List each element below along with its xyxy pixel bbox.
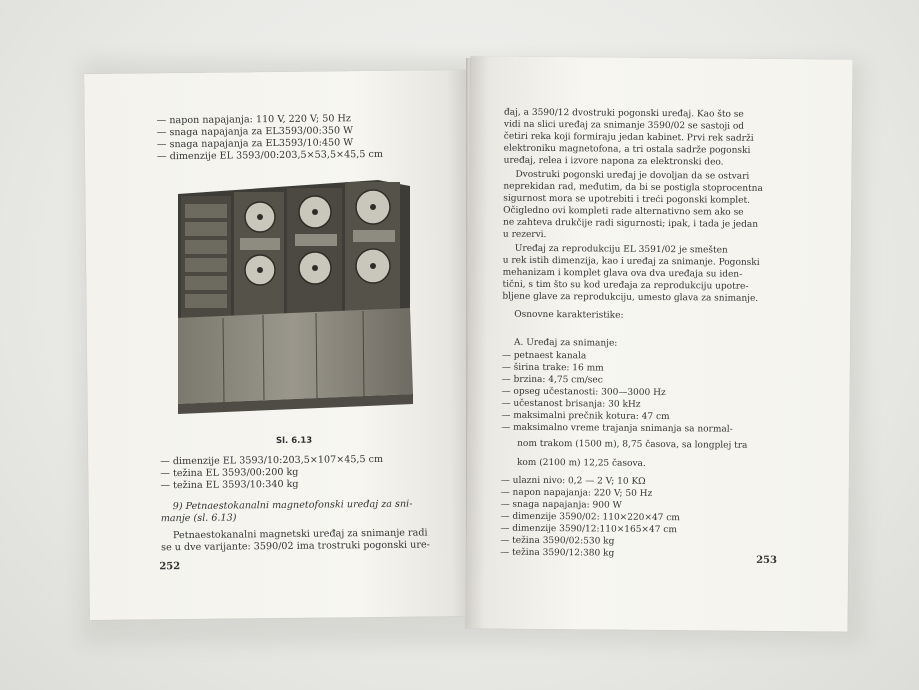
spec-line: — dimenzije EL 3593/00:203,5×53,5×45,5 cm bbox=[156, 148, 384, 163]
spec-line: — petnaest kanala bbox=[501, 350, 587, 362]
page-number: 253 bbox=[756, 554, 778, 567]
spec-line: — napon napajanja: 220 V; 50 Hz bbox=[500, 487, 653, 499]
paragraph-line: četiri reka koji formiraju jedan kabinet. Prvi rek sadrži bbox=[503, 131, 754, 144]
spec-line: — dimenzije 3590/02: 110×220×47 cm bbox=[500, 511, 680, 524]
paragraph-line: se u dve varijante: 3590/02 ima trostruki pogonski ure- bbox=[161, 539, 430, 554]
spec-line: — učestanost brisanja: 30 kHz bbox=[501, 398, 641, 410]
paragraph-line: bljene glave za reprodukciju, umesto glava za snimanje. bbox=[502, 291, 759, 304]
paragraph-line: vidi na slici uređaj za snimanje 3590/02 se sastoji od bbox=[503, 119, 745, 132]
paragraph-line: elektroniku magnetofona, a tri ostala sadrže pogonski bbox=[503, 143, 751, 156]
spec-line: — snaga napajanja za EL3593/00:350 W bbox=[156, 125, 354, 139]
paragraph-line: u rezervi. bbox=[502, 229, 547, 241]
paragraph-line: Očigledno ovi kompleti rade alternativno sem ako se bbox=[503, 205, 744, 218]
spec-line: — dimenzije 3590/12:110×165×47 cm bbox=[500, 523, 677, 536]
spec-line: — brzina: 4,75 cm/sec bbox=[501, 374, 603, 386]
spec-line: — snaga napajanja: 900 W bbox=[500, 499, 622, 511]
spec-line: — težina EL 3593/00:200 kg bbox=[160, 466, 299, 480]
paragraph-line: Petnaestokanalni magnetski uređaj za snimanje radi bbox=[172, 527, 428, 542]
spec-line: — napon napajanja: 110 V, 220 V; 50 Hz bbox=[156, 113, 351, 127]
spec-line: — maksimalno vreme trajanja snimanja sa normal- bbox=[501, 422, 733, 435]
spec-line: — težina 3590/12:380 kg bbox=[500, 547, 615, 559]
spec-line: — težina 3590/02:530 kg bbox=[500, 535, 615, 547]
paragraph-line: Uređaj za reprodukciju EL 3591/02 je smešten bbox=[514, 243, 728, 256]
paragraph-line: uređaj, relea i izvore napona za elektronski deo. bbox=[503, 155, 724, 168]
paragraph-line: tični, s tim što su kod uređaja za reprodukciju upotre- bbox=[502, 279, 749, 292]
spec-line: — težina EL 3593/10:340 kg bbox=[160, 478, 299, 492]
section-heading: Osnovne karakteristike: bbox=[514, 309, 624, 321]
spec-line: — maksimalni prečnik koturа: 47 cm bbox=[501, 410, 670, 423]
paragraph-line: Dvostruki pogonski uređaj je dovoljan da se ostvari bbox=[515, 169, 750, 182]
spec-line: — dimenzije EL 3593/10:203,5×107×45,5 cm bbox=[160, 453, 384, 468]
paragraph-line: sigurnost mora se upotrebiti i treći pogonski komplet. bbox=[503, 193, 751, 206]
paragraph-line: ne zahteva drukčije radi sigurnosti; ipak, i tada je jedan bbox=[503, 217, 759, 230]
paragraph-line: neprekidan rad, međutim, da bi se postigla stoprocentna bbox=[503, 181, 763, 194]
spec-line-continued: nom trakom (1500 m), 8,75 časova, sa longplej tra bbox=[517, 438, 748, 451]
right-page bbox=[466, 56, 853, 631]
subsection-heading: A. Uređaj za snimanje: bbox=[513, 337, 618, 349]
spec-line: — opseg učestanosti: 300—3000 Hz bbox=[501, 386, 666, 399]
paragraph-line: mehanizam i komplet glava ova dva uređaja su iden- bbox=[502, 267, 743, 280]
paragraph-line: đaj, a 3590/12 dvostruki pogonski uređaj. Kao što se bbox=[503, 107, 744, 120]
spec-line-continued: kom (2100 m) 12,25 časova. bbox=[516, 457, 646, 469]
tape-recorder-cabinet-photo bbox=[178, 172, 413, 432]
spec-line: — ulazni nivo: 0,2 — 2 V; 10 KΩ bbox=[500, 475, 646, 487]
page-number: 252 bbox=[159, 561, 181, 573]
spec-line: — širina trake: 16 mm bbox=[501, 362, 604, 374]
paragraph-line: u rek istih dimenzija, kao i uređaj za snimanje. Pogonski bbox=[502, 255, 760, 268]
section-heading: manje (sl. 6.13) bbox=[160, 512, 237, 525]
figure-caption: Sl. 6.13 bbox=[275, 435, 313, 447]
spec-line: — snaga napajanja za EL3593/10:450 W bbox=[156, 137, 354, 151]
section-heading: 9) Petnaestokanalni magnetofonski uređaj za sni- bbox=[172, 498, 413, 513]
